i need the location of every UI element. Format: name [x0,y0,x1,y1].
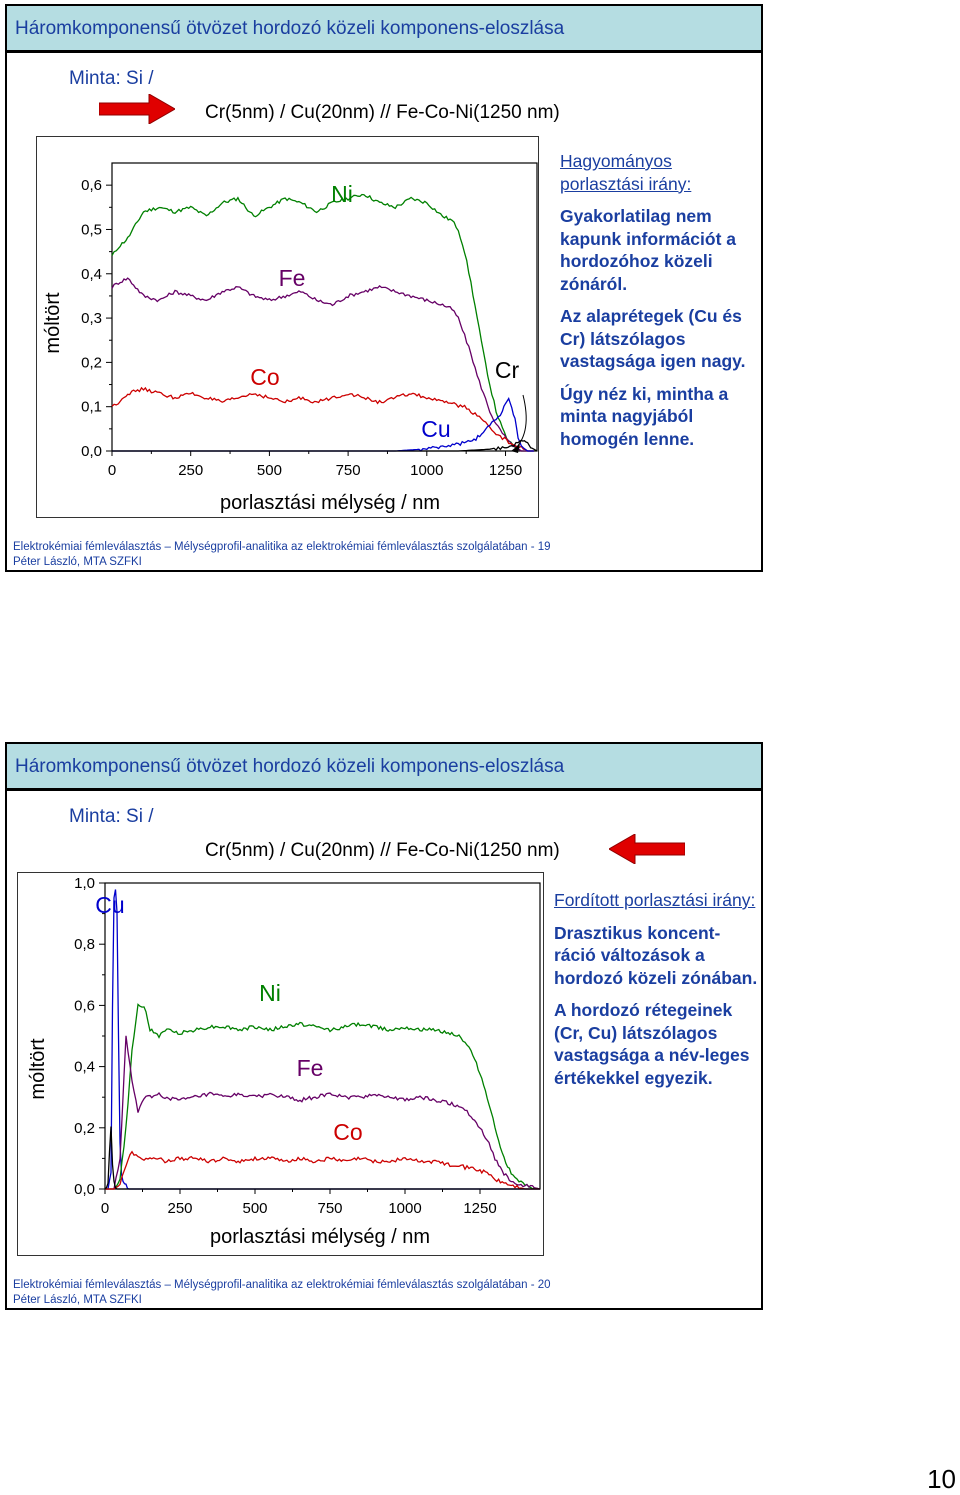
series-line-fe [112,278,534,451]
y-tick-label: 0,6 [74,997,95,1015]
series-line-cu [112,399,534,452]
series-label-fe: Fe [278,265,306,291]
x-tick-label: 750 [335,462,361,479]
series-label-ni: Ni [259,980,281,1006]
sample-layers: Cr(5nm) / Cu(20nm) // Fe-Co-Ni(1250 nm) [205,840,560,861]
x-tick-label: 0 [100,1200,110,1217]
arrow-right-icon [99,94,175,124]
series-line-cr [112,440,537,451]
sample-label: Minta: Si / [69,806,154,827]
slide-footer [13,1278,551,1308]
series-line-cu [105,890,540,1190]
page-number: 10 [927,1464,956,1494]
y-tick-label: 0,0 [81,443,102,460]
series-label-cu: Cu [95,892,125,918]
plot-area [112,163,537,451]
x-tick-label: 750 [317,1200,343,1217]
x-tick-label: 1000 [410,462,444,479]
series-label-cu: Cu [421,416,451,442]
side-paragraph: Az alaprétegek (Cu és Cr) látszólagos vastagsága igen nagy. [560,306,746,371]
side-note [554,889,759,1099]
slide-header [7,6,761,53]
side-paragraph: Úgy néz ki, mintha a minta nagyjából homogén lenne. [560,383,729,449]
y-tick-label: 0,0 [74,1181,95,1198]
y-axis-label: móltört [42,292,64,354]
x-tick-label: 500 [242,1200,268,1217]
slide-footer [13,540,551,570]
slide-title: Háromkomponensű ötvözet hordozó közeli komponens-eloszlása [15,756,565,777]
x-tick-label: 1250 [488,462,523,479]
footer-line: Elektrokémiai fémleválasztás – Mélységprofil-analitika az elektrokémiai fémleválasztás szolgálatában - 20 [13,1279,551,1291]
x-tick-label: 1250 [463,1200,497,1217]
side-paragraph: A hordozó rétegeinek (Cr, Cu) látszólagos vastagsága a név-leges értékekkel egyezik. [554,1000,750,1088]
side-note [560,150,760,460]
x-tick-label: 500 [256,462,282,479]
sample-label: Minta: Si / [69,68,154,89]
footer-author: Péter László, MTA SZFKI [13,1294,142,1306]
side-paragraph: Drasztikus koncent-ráció változások a hordozó közeli zónában. [554,922,758,988]
y-tick-label: 1,0 [74,875,95,892]
side-heading: Fordított porlasztási irány: [554,890,756,910]
x-tick-label: 1000 [388,1200,422,1217]
series-label-co: Co [333,1119,363,1145]
y-tick-label: 0,1 [81,398,102,416]
slide-19 [5,4,763,572]
chart-frame [17,872,544,1256]
y-tick-label: 0,6 [81,177,102,195]
slide-title: Háromkomponensű ötvözet hordozó közeli komponens-eloszlása [15,18,565,39]
y-tick-label: 0,3 [81,310,102,328]
x-axis-label: porlasztási mélység / nm [209,1226,431,1248]
y-tick-label: 0,8 [74,936,95,954]
chart-frame [36,136,539,518]
arrow-left-icon [609,834,685,864]
x-tick-label: 250 [167,1200,193,1217]
slide-header [7,744,761,791]
side-heading: Hagyományos porlasztási irány: [560,151,692,194]
series-label-co: Co [250,364,280,390]
x-axis-label: porlasztási mélység / nm [219,492,441,514]
y-tick-label: 0,2 [81,354,102,372]
y-tick-label: 0,4 [74,1058,95,1076]
y-tick-label: 0,5 [81,221,102,239]
x-tick-label: 0 [107,462,117,479]
footer-line: Elektrokémiai fémleválasztás – Mélységprofil-analitika az elektrokémiai fémleválasztás szolgálatában - 19 [13,541,551,553]
slide-20 [5,742,763,1310]
depth-profile-chart [18,873,543,1255]
y-axis-label: móltört [27,1038,49,1100]
y-tick-label: 0,2 [74,1119,95,1137]
plot-area [105,883,540,1189]
side-paragraph: Gyakorlatilag nem kapunk információt a hordozóhoz közeli zónáról. [560,206,737,294]
sample-layers: Cr(5nm) / Cu(20nm) // Fe-Co-Ni(1250 nm) [205,102,560,123]
series-line-cr [105,1127,540,1190]
series-label-ni: Ni [331,181,353,207]
series-label-cr: Cr [494,357,520,383]
y-tick-label: 0,4 [81,265,102,283]
series-label-fe: Fe [296,1055,324,1081]
series-line-co [105,1152,540,1189]
x-tick-label: 250 [178,462,204,479]
depth-profile-chart [37,137,538,517]
footer-author: Péter László, MTA SZFKI [13,556,142,568]
